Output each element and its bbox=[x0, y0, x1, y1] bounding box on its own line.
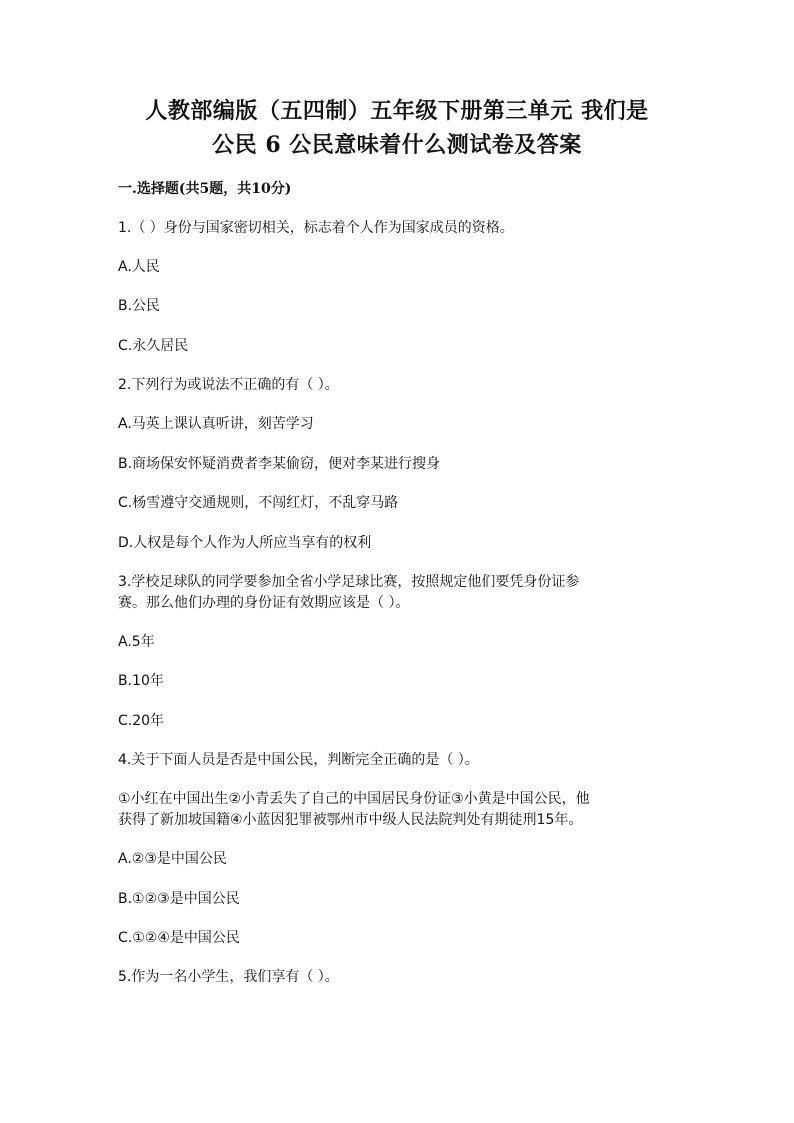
title-line-1: 人教部编版（五四制）五年级下册第三单元 我们是 bbox=[145, 98, 649, 124]
question-3-stem-line-2: 赛。那么他们办理的身份证有效期应该是（ ）。 bbox=[118, 595, 410, 611]
question-1-option-c: C.永久居民 bbox=[118, 338, 189, 354]
question-2-option-d: D.人权是每个人作为人所应当享有的权利 bbox=[118, 535, 372, 551]
question-4-option-c: C.①②④是中国公民 bbox=[118, 930, 240, 946]
question-1-option-a: A.人民 bbox=[118, 259, 160, 275]
question-4-context-line-2: 获得了新加坡国籍④小蓝因犯罪被鄂州市中级人民法院判处有期徒刑15年。 bbox=[118, 812, 583, 828]
page-title bbox=[100, 94, 694, 162]
question-1-option-b: B.公民 bbox=[118, 298, 161, 314]
question-2-option-a: A.马英上课认真听讲，刻苦学习 bbox=[118, 416, 314, 432]
question-1-stem: 1.（ ）身份与国家密切相关，标志着个人作为国家成员的资格。 bbox=[118, 220, 514, 236]
question-4-option-a: A.②③是中国公民 bbox=[118, 851, 227, 867]
title-line-2: 公民 6 公民意味着什么测试卷及答案 bbox=[212, 132, 582, 158]
question-4-context-line-1: ①小红在中国出生②小青丢失了自己的中国居民身份证③小黄是中国公民，他 bbox=[118, 791, 590, 807]
question-5-stem: 5.作为一名小学生，我们享有（ ）。 bbox=[118, 969, 339, 985]
question-3-option-c: C.20年 bbox=[118, 713, 165, 729]
question-4-option-b: B.①②③是中国公民 bbox=[118, 891, 240, 907]
question-2-stem: 2.下列行为或说法不正确的有（ ）。 bbox=[118, 377, 339, 393]
question-2-option-b: B.商场保安怀疑消费者李某偷窃，便对李某进行搜身 bbox=[118, 456, 441, 472]
question-4-stem: 4.关于下面人员是否是中国公民，判断完全正确的是（ ）。 bbox=[118, 752, 479, 768]
section-heading: 一.选择题(共5题，共10分) bbox=[118, 181, 292, 197]
question-2-option-c: C.杨雪遵守交通规则，不闯红灯，不乱穿马路 bbox=[118, 495, 399, 511]
question-3-option-b: B.10年 bbox=[118, 673, 164, 689]
question-3-stem-line-1: 3.学校足球队的同学要参加全省小学足球比赛，按照规定他们要凭身份证参 bbox=[118, 574, 580, 590]
question-3-option-a: A.5年 bbox=[118, 634, 155, 650]
